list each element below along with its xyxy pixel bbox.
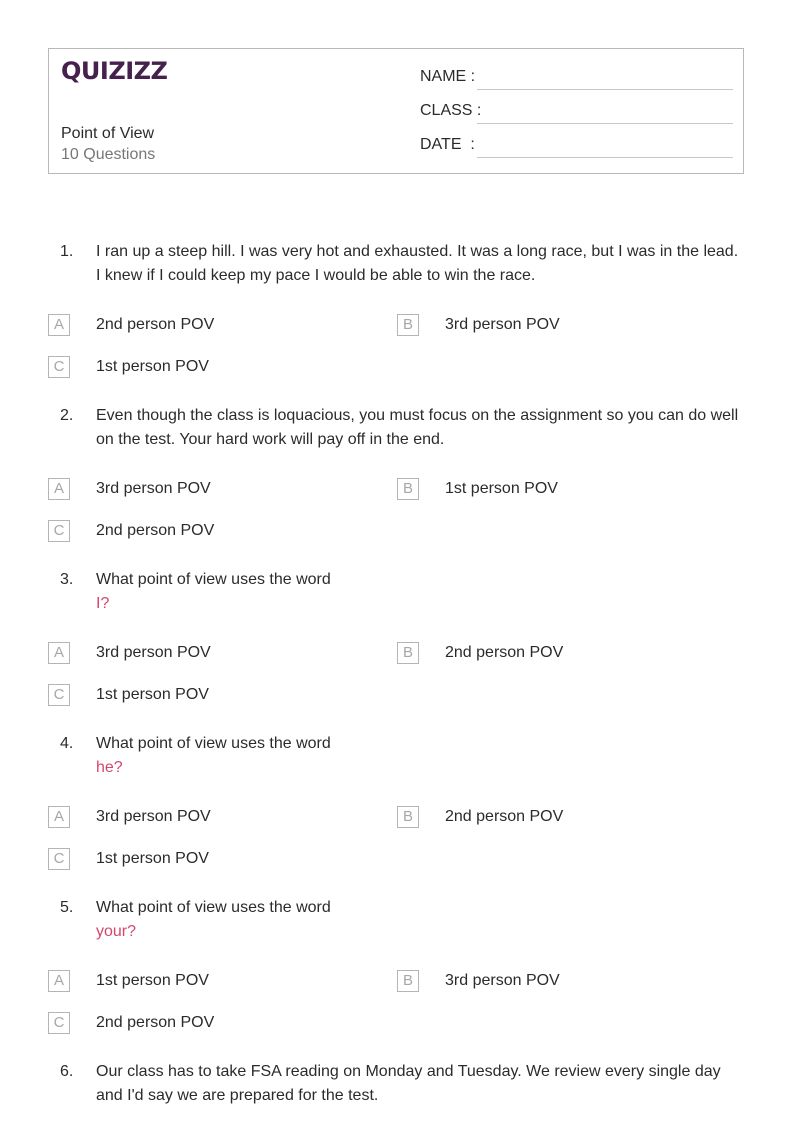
option-box-a[interactable]: A (48, 970, 70, 992)
option-box-b[interactable]: B (397, 478, 419, 500)
question-text (96, 896, 742, 944)
question-number: 6. (60, 1063, 74, 1080)
worksheet-title: Point of View (61, 125, 155, 142)
name-line[interactable] (477, 89, 733, 90)
option-box-c[interactable]: C (48, 1012, 70, 1034)
question-prompt: What point of view uses the word (96, 899, 331, 916)
highlighted-word: he? (96, 759, 123, 776)
question-number: 4. (60, 735, 74, 752)
option-label: 1st person POV (96, 850, 209, 867)
option-label: 2nd person POV (445, 644, 564, 661)
option-box-b[interactable]: B (397, 806, 419, 828)
option-label: 3rd person POV (96, 644, 211, 661)
option-label: 2nd person POV (96, 522, 215, 539)
question-text (96, 732, 742, 780)
worksheet-header (48, 48, 744, 174)
question-text: I ran up a steep hill. I was very hot and exhausted. It was a long race, but I was in the lead. I knew if I could keep my pace I would be able to win the race. (96, 243, 739, 284)
question-number: 5. (60, 899, 74, 916)
question-text: Even though the class is loquacious, you must focus on the assignment so you can do well on the test. Your hard work will pay off in the end. (96, 407, 739, 448)
option-box-a[interactable]: A (48, 806, 70, 828)
option-label: 3rd person POV (445, 316, 560, 333)
question-count: 10 Questions (61, 146, 156, 163)
option-label: 2nd person POV (96, 1014, 215, 1031)
option-label: 2nd person POV (445, 808, 564, 825)
question-prompt: What point of view uses the word (96, 571, 331, 588)
option-box-c[interactable]: C (48, 520, 70, 542)
option-box-b[interactable]: B (397, 314, 419, 336)
option-box-b[interactable]: B (397, 970, 419, 992)
question-text (96, 568, 742, 616)
highlighted-word: I? (96, 595, 110, 612)
option-box-a[interactable]: A (48, 478, 70, 500)
question-text: Our class has to take FSA reading on Monday and Tuesday. We review every single day and I'd say we are prepared for the test. (96, 1063, 721, 1104)
option-box-c[interactable]: C (48, 848, 70, 870)
option-label: 2nd person POV (96, 316, 215, 333)
option-label: 1st person POV (96, 972, 209, 989)
option-label: 3rd person POV (445, 972, 560, 989)
question-number: 3. (60, 571, 74, 588)
quizizz-logo: QUIZIZZ (61, 57, 168, 85)
option-label: 1st person POV (445, 480, 558, 497)
option-label: 3rd person POV (96, 808, 211, 825)
option-label: 1st person POV (96, 358, 209, 375)
class-label: CLASS : (420, 102, 482, 119)
option-label: 3rd person POV (96, 480, 211, 497)
highlighted-word: your? (96, 923, 137, 940)
question-number: 1. (60, 243, 74, 260)
option-box-a[interactable]: A (48, 642, 70, 664)
option-box-a[interactable]: A (48, 314, 70, 336)
date-line[interactable] (477, 157, 733, 158)
date-label: DATE : (420, 136, 475, 153)
option-label: 1st person POV (96, 686, 209, 703)
class-line[interactable] (477, 123, 733, 124)
option-box-c[interactable]: C (48, 684, 70, 706)
question-prompt: What point of view uses the word (96, 735, 331, 752)
name-label: NAME : (420, 68, 476, 85)
option-box-c[interactable]: C (48, 356, 70, 378)
question-number: 2. (60, 407, 74, 424)
option-box-b[interactable]: B (397, 642, 419, 664)
